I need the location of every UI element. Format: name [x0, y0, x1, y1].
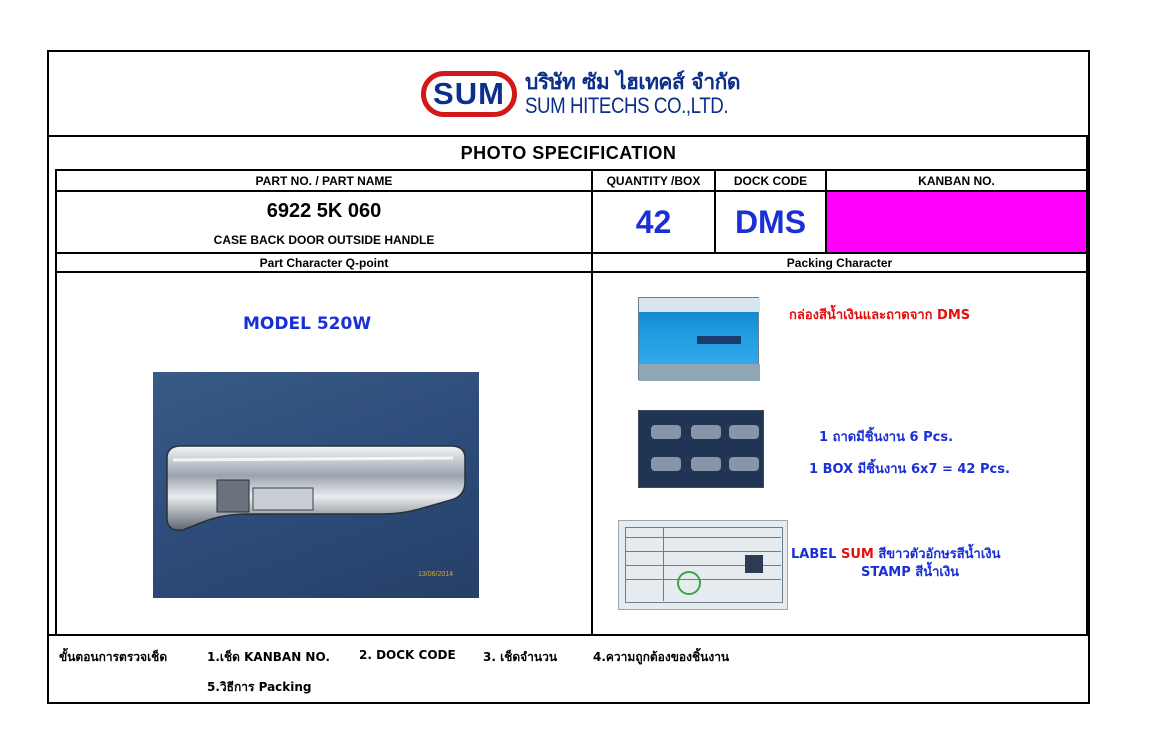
section-packing: Packing Character: [786, 255, 893, 270]
quantity-value: 42: [635, 203, 672, 240]
tray-note-line1: 1 ถาดมีชิ้นงาน 6 Pcs.: [819, 430, 954, 445]
divider: [55, 271, 1088, 273]
inspection-step-2: 2. DOCK CODE: [359, 648, 456, 662]
tray-note-line2: 1 BOX มีชิ้นงาน 6x7 = 42 Pcs.: [809, 462, 1010, 477]
photo-date-stamp: 13/06/2014: [418, 571, 454, 578]
part-photo: [153, 372, 479, 598]
label-grid-line: [625, 551, 781, 552]
inspection-heading: ขั้นตอนการตรวจเช็ด: [59, 650, 168, 664]
inspection-step-5: 5.วิธีการ Packing: [207, 680, 312, 694]
model-label: MODEL 520W: [243, 314, 372, 334]
box-note: กล่องสีน้ำเงินและถาดจาก DMS: [789, 308, 971, 323]
divider: [49, 634, 1088, 636]
box-print: [697, 336, 741, 344]
tray-slot: [651, 425, 681, 439]
box-lid: [639, 298, 760, 312]
part-number: 6922 5K 060: [266, 199, 382, 222]
inspection-step-1: 1.เช็ด KANBAN NO.: [207, 650, 330, 664]
box-photo: [638, 297, 759, 380]
header-dock-code: DOCK CODE: [733, 173, 808, 188]
kanban-color-block: [827, 192, 1086, 252]
handle-image: [153, 372, 479, 598]
label-grid-line: [625, 579, 781, 580]
divider: [1086, 135, 1088, 634]
label-photo: [618, 520, 788, 610]
company-logo: [421, 64, 764, 124]
header-quantity: QUANTITY /BOX: [606, 173, 701, 188]
tray-slot: [729, 457, 759, 471]
header-part: PART NO. / PART NAME: [255, 173, 393, 188]
sum-logo-badge: [421, 71, 517, 117]
tray-slot: [651, 457, 681, 471]
section-q-point: Part Character Q-point: [259, 255, 389, 270]
tray-slot: [729, 425, 759, 439]
document-title: PHOTO SPECIFICATION: [460, 143, 677, 163]
label-grid-line: [625, 537, 781, 538]
tray-slot: [691, 457, 721, 471]
divider: [49, 135, 1088, 137]
inspection-step-4: 4.ความถูกต้องของชิ้นงาน: [593, 650, 730, 664]
company-name-thai: บริษัท ซัม ไฮเทคส์ จำกัด: [525, 69, 741, 94]
inspection-step-3: 3. เช็ดจำนวน: [483, 650, 558, 664]
tray-photo: [638, 410, 764, 488]
label-note-prefix: LABEL: [791, 547, 841, 562]
photo-specification-sheet: [47, 50, 1090, 704]
company-name-english: SUM HITECHS CO.,LTD.: [525, 92, 729, 118]
part-name: CASE BACK DOOR OUTSIDE HANDLE: [213, 233, 435, 247]
qc-stamp: [677, 571, 701, 595]
label-note-suffix: สีขาวตัวอักษรสีน้ำเงิน: [873, 547, 1001, 562]
header-kanban: KANBAN NO.: [918, 173, 995, 188]
tray-slot: [691, 425, 721, 439]
label-grid-line: [663, 527, 664, 601]
dock-code-value: DMS: [734, 203, 807, 240]
stamp-note: STAMP สีน้ำเงิน: [861, 565, 960, 580]
qr-code: [745, 555, 763, 573]
box-floor: [639, 364, 760, 381]
label-note-brand: SUM: [840, 547, 874, 562]
company-name: [525, 69, 764, 118]
logo-mark: SUM: [433, 76, 505, 111]
